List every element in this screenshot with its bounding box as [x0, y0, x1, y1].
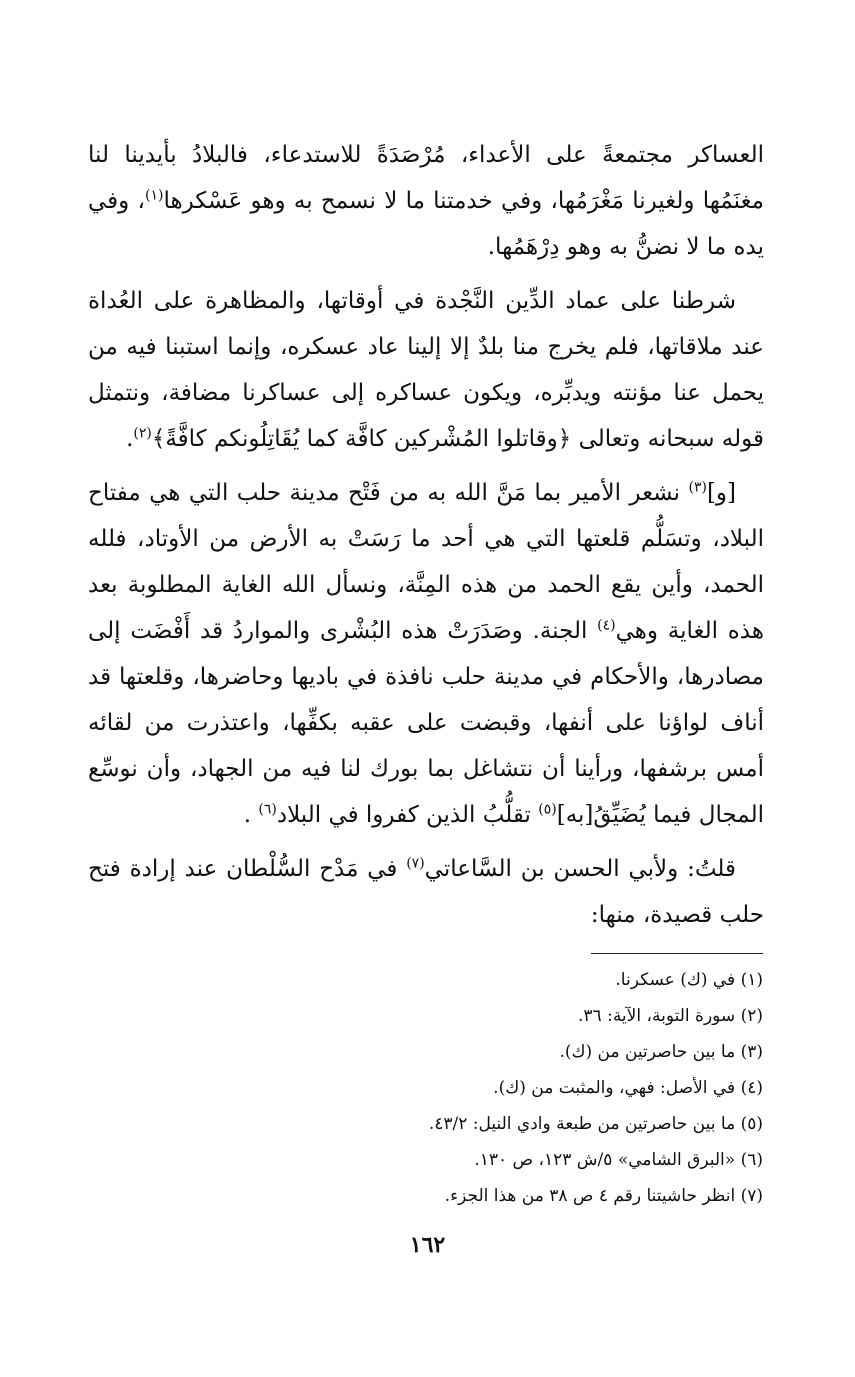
footnote-ref-3: (٣): [688, 479, 707, 496]
paragraph-text: الجنة. وصَدَرَتْ هذه البُشْرى والمواردُ قد أَفْضَت إلى مصادرها، والأحكام في مدينة حلب نافذة في باديها وحاضرها، وقلعتها قد أناف لواؤنا على أنفها، وقبضت على عقبه بكفِّها، واعتذرت من لقائه أمس برشفها، ورأينا أن نتشاغل بما بورك لنا فيه من الجهاد، وأن نوسِّع المجال فيما يُضَيِّقُ[به]: [88, 618, 764, 828]
footnote-ref-7: (٧): [406, 855, 425, 872]
paragraph-text: قلتُ: ولأبي الحسن بن السَّاعاتي: [424, 856, 737, 882]
footnote-ref-6: (٦): [258, 801, 277, 818]
footnote-6: (٦) «البرق الشامي» ٥/ش ١٢٣، ص ١٣٠.: [474, 1150, 763, 1170]
paragraph-4: [88, 846, 764, 938]
footnote-1: (١) في (ك) عسكرنا.: [615, 970, 763, 990]
paragraph-text: تقلُّبُ الذين كفروا في البلاد: [276, 802, 539, 828]
paragraph-text: العساكر مجتمعةً على الأعداء، مُرْصَدَةً للاستدعاء، فالبلادُ بأيدينا لنا مغنَمُها ولغيرنا مَغْرَمُها، وفي خدمتنا ما لا نسمح به وهو عَسْكرها: [88, 142, 764, 214]
paragraph-text: [و]: [706, 480, 736, 506]
footnote-2: (٢) سورة التوبة، الآية: ٣٦.: [578, 1006, 763, 1026]
footnote-ref-1: (١): [144, 187, 164, 204]
footnote-7: (٧) انظر حاشيتنا رقم ٤ ص ٣٨ من هذا الجزء.: [444, 1186, 763, 1206]
footnote-3: (٣) ما بين حاصرتين من (ك).: [559, 1042, 763, 1062]
page-number: ١٦٢: [409, 1232, 446, 1258]
footnote-ref-2: (٢): [133, 425, 152, 442]
paragraph-1: [88, 132, 764, 270]
paragraph-text: نشعر الأمير بما مَنَّ الله به من فَتْح مدينة حلب التي هي مفتاح البلاد، وتسَلُّم قلعتها التي هي أحد ما رَسَتْ به الأرض من الأوتاد، فلله الحمد، وأين يقع الحمد من هذه المِنَّة، ونسأل الله الغاية المطلوبة بعد هذه الغاية وهي: [88, 480, 764, 644]
paragraph-text: في مَدْح السُّلْطان عند إرادة فتح حلب قصيدة، منها:: [88, 856, 764, 928]
footnote-ref-4: (٤): [597, 617, 616, 634]
paragraph-text: .: [126, 426, 134, 452]
paragraph-text: .: [243, 802, 259, 828]
footnote-5: (٥) ما بين حاصرتين من طبعة وادي النيل: ٤٣/٢.: [428, 1114, 763, 1134]
footnote-4: (٤) في الأصل: فهي، والمثبت من (ك).: [493, 1078, 763, 1098]
footnote-ref-5: (٥): [538, 801, 557, 818]
main-text: [88, 132, 764, 946]
footnote-divider: [591, 953, 763, 954]
footnotes: [87, 962, 763, 1214]
paragraph-text: ، وفي يده ما لا نضنُّ به وهو دِرْهَمُها.: [88, 188, 764, 260]
paragraph-text: شرطنا على عماد الدِّين النَّجْدة في أوقاتها، والمظاهرة على العُداة عند ملاقاتها، فلم يخرج منا بلدٌ إلا إلينا عاد عسكره، وإنما استبنا فيه من يحمل عنا مؤنته ويدبِّره، ويكون عساكره إلى عساكرنا مضافة، ونتمثل قوله سبحانه وتعالى ﴿وقاتلوا المُشْركين كافَّة كما يُقَاتِلُونكم كافَّةً﴾: [88, 288, 764, 452]
paragraph-2: [88, 278, 764, 462]
paragraph-3: [88, 470, 764, 838]
